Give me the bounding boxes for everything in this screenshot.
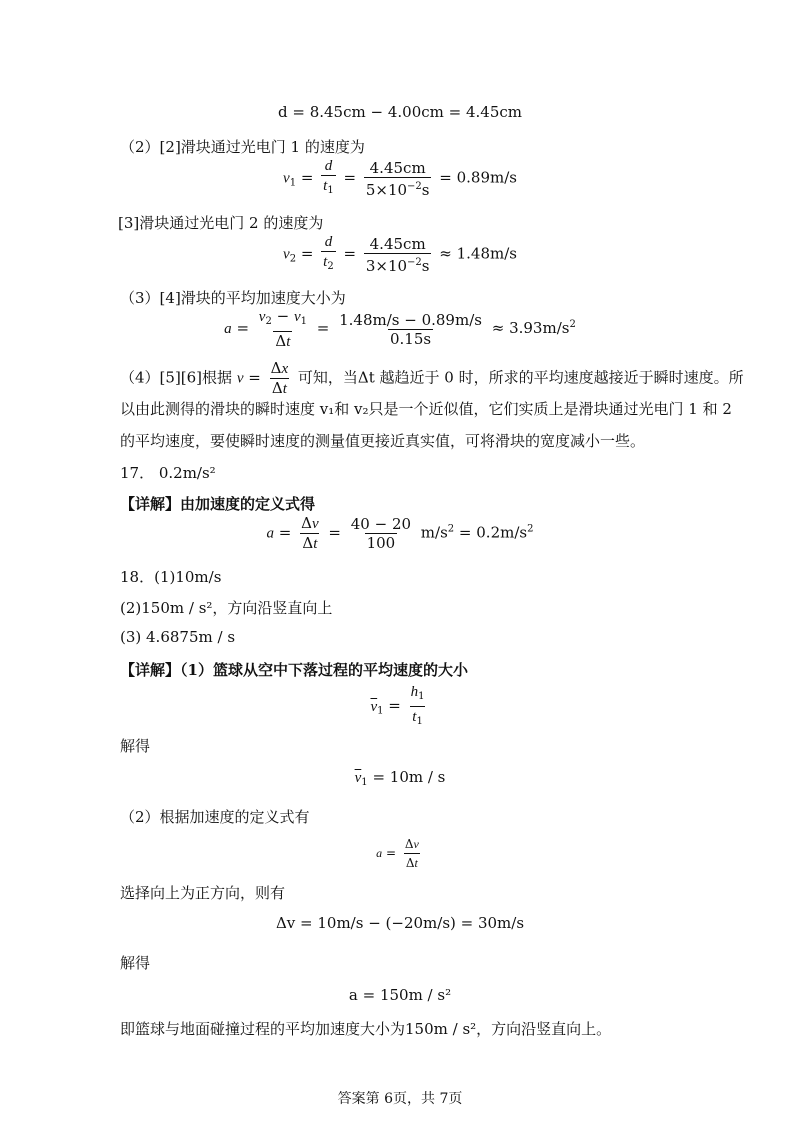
paragraph-v1-intro: （2）[2]滑块通过光电门 1 的速度为 [120, 138, 365, 156]
equation-a: a = $\frac{v_2 - v_1}{\Delta t}$ = $\frac{1.48m/s - 0.89m/s}{0.15s}$ ≈ $3.93m/s^2$ [224, 307, 576, 350]
page-footer: 答案第 6页，共 7页 [337, 1091, 463, 1107]
equation-a150: a = 150m / s² [348, 986, 452, 1004]
answer-17: 17． 0.2m/s² [120, 464, 216, 482]
answer-18-3: (3) 4.6875m / s [120, 628, 236, 646]
detail-18: 【详解】（1）篮球从空中下落过程的平均速度的大小 [120, 661, 468, 679]
equation-a-def: a = $\frac{\Delta v}{\Delta t}$ [376, 837, 419, 870]
paragraph-v2-intro: [3]滑块通过光电门 2 的速度为 [118, 214, 324, 232]
answer-18-2: (2)150m / s²，方向沿竖直向上 [120, 599, 333, 617]
detail-17: 【详解】由加速度的定义式得 [120, 495, 316, 513]
equation-v1: $v_1$ = $\frac{d}{t_1}$ = $\frac{4.45cm}{5\times 10^{-2}s}$ = 0.89m/s [283, 158, 517, 199]
paragraph-definition: （4）[5][6]根据 v = $\frac{\Delta x}{\Delta t}$ 可知，当Δt 越趋近于 0 时，所求的平均速度越接近于瞬时速度。所 [120, 359, 744, 397]
equation-dv: Δv = 10m/s − (−20m/s) = 30m/s [275, 914, 525, 932]
paragraph-direction: 选择向上为正方向，则有 [120, 884, 286, 902]
paragraph-conclusion: 即篮球与地面碰撞过程的平均加速度大小为150m / s²，方向沿竖直向上。 [120, 1020, 612, 1038]
equation-a17: a = $\frac{\Delta v}{\Delta t}$ = $\frac{40 - 20}{100}$ $m/s^2 = 0.2m/s^2$ [266, 514, 534, 552]
equation-v2: $v_2$ = $\frac{d}{t_2}$ = $\frac{4.45cm}{3\times 10^{-2}s}$ ≈ 1.48m/s [283, 234, 517, 275]
equation-v1bar-result: $\overline{v}_1 = 10m / s$ [354, 768, 446, 788]
equation-d: d = 8.45cm − 4.00cm = 4.45cm [278, 103, 522, 121]
paragraph-accel-def: （2）根据加速度的定义式有 [120, 808, 310, 826]
paragraph-a-intro: （3）[4]滑块的平均加速度大小为 [120, 289, 346, 307]
paragraph-approximation: 以由此测得的滑块的瞬时速度 v₁和 v₂只是一个近似值，它们实质上是滑块通过光电门 1 和 2 [120, 400, 732, 418]
answer-18-1: 18．(1)10m/s [120, 568, 222, 586]
text-jiede-1: 解得 [120, 737, 151, 755]
paragraph-improvement: 的平均速度，要使瞬时速度的测量值更接近真实值，可将滑块的宽度减小一些。 [120, 432, 646, 450]
equation-v1bar: $\overline{v}_1$ = $\frac{h_1}{t_1}$ [0, 683, 800, 730]
text-jiede-2: 解得 [120, 954, 151, 972]
